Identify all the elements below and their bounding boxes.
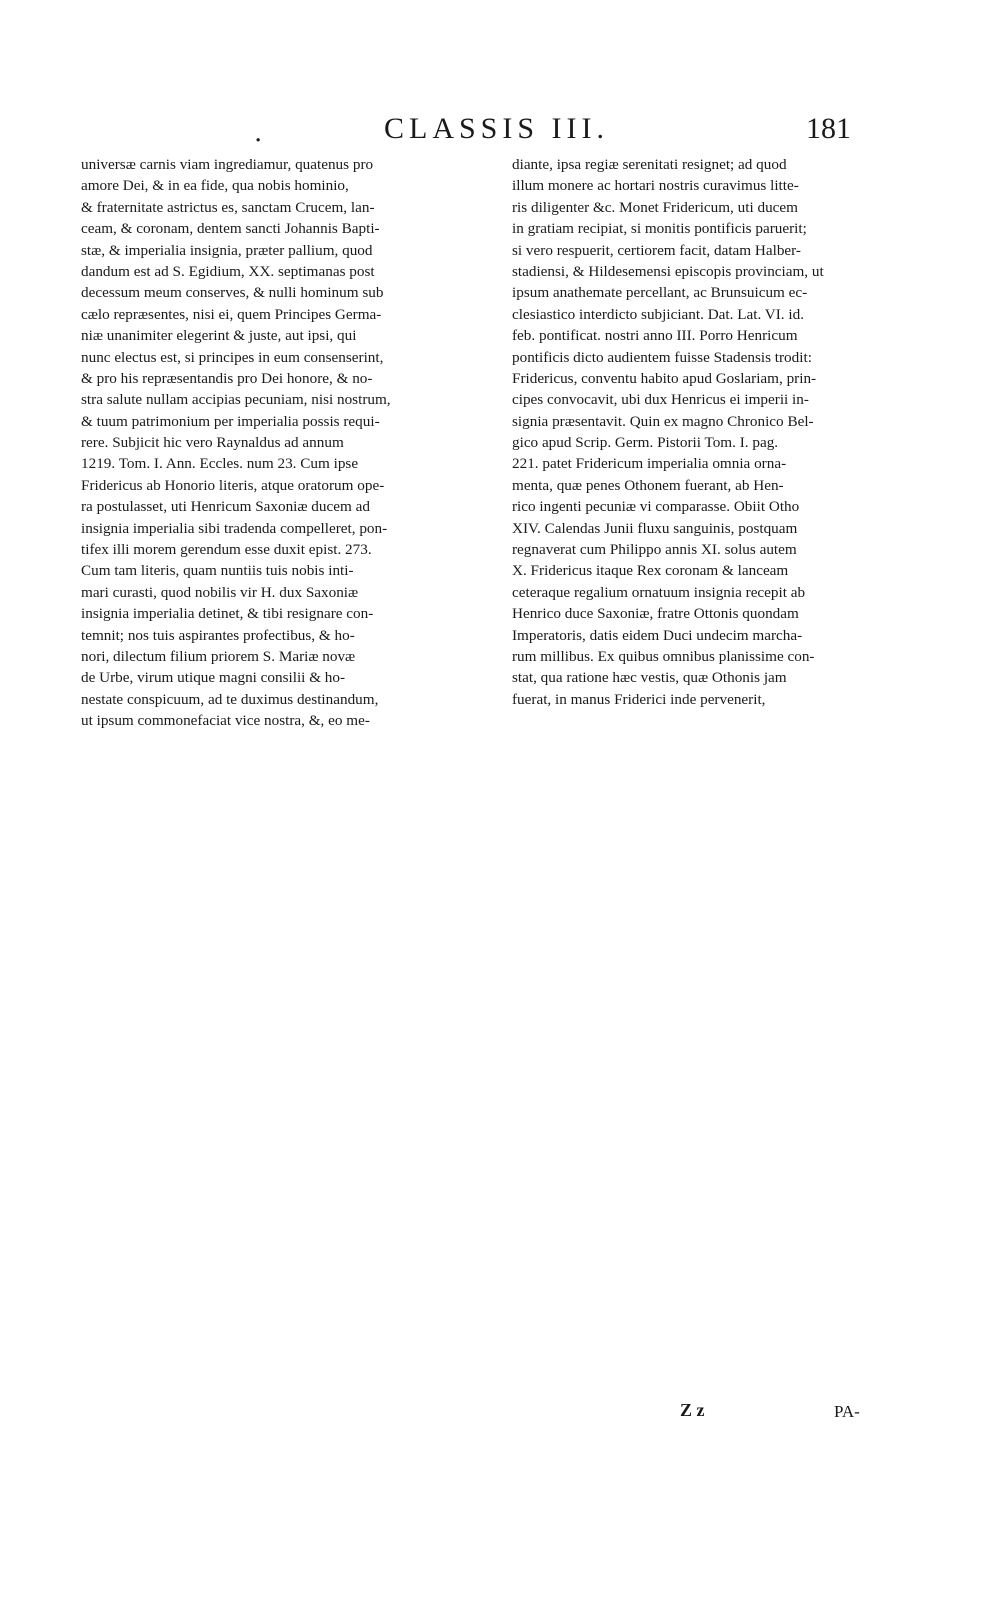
- text-line: insignia imperialia sibi tradenda compelleret, pon-: [81, 519, 388, 537]
- text-line: 221. patet Fridericum imperialia omnia orna-: [512, 455, 787, 473]
- catchword: PA-: [834, 1402, 860, 1421]
- text-line: stadiensi, & Hildesemensi episcopis provinciam, ut: [512, 262, 824, 280]
- text-line: Imperatoris, datis eidem Duci undecim marcha-: [512, 626, 803, 644]
- text-line: X. Fridericus itaque Rex coronam & lanceam: [512, 562, 789, 580]
- page-number: 181: [806, 112, 851, 145]
- text-line: de Urbe, virum utique magni consilii & ho-: [81, 669, 346, 687]
- text-line: clesiastico interdicto subjiciant. Dat. Lat. VI. id.: [512, 305, 805, 323]
- text-line: stat, qua ratione hæc vestis, quæ Othonis jam: [512, 669, 787, 687]
- text-line: gico apud Scrip. Germ. Pistorii Tom. I. pag.: [512, 434, 779, 452]
- text-line: ceteraque regalium ornatuum insignia recepit ab: [512, 583, 806, 601]
- header-dot: .: [254, 118, 263, 148]
- text-line: ceam, & coronam, dentem sancti Johannis Bapti-: [81, 220, 380, 238]
- text-line: in gratiam recipiat, si monitis pontificis paruerit;: [512, 220, 807, 238]
- text-line: & tuum patrimonium per imperialia possis requi-: [81, 412, 380, 430]
- signature-mark: Z z: [680, 1400, 705, 1420]
- text-line: Henrico duce Saxoniæ, fratre Ottonis quondam: [512, 605, 799, 623]
- text-line: Fridericus ab Honorio literis, atque oratorum ope-: [81, 476, 385, 494]
- text-line: nori, dilectum filium priorem S. Mariæ novæ: [81, 647, 356, 665]
- text-line: Cum tam literis, quam nuntiis tuis nobis inti-: [81, 562, 354, 580]
- text-line: feb. pontificat. nostri anno III. Porro Henricum: [512, 327, 798, 345]
- text-line: rere. Subjicit hic vero Raynaldus ad annum: [81, 434, 344, 452]
- text-line: mari curasti, quod nobilis vir H. dux Saxoniæ: [81, 583, 359, 601]
- text-line: & pro his repræsentandis pro Dei honore, & no-: [81, 369, 373, 387]
- page-header: [0, 112, 1000, 156]
- text-line: decessum meum conserves, & nulli hominum sub: [81, 284, 384, 302]
- text-line: diante, ipsa regiæ serenitati resignet; ad quod: [512, 156, 787, 173]
- text-line: cælo repræsentes, nisi ei, quem Principes Germa-: [81, 305, 382, 323]
- text-line: Fridericus, conventu habito apud Goslariam, prin-: [512, 369, 817, 387]
- text-line: rico ingenti pecuniæ vi comparasse. Obiit Otho: [512, 498, 800, 516]
- running-title: CLASSIS III.: [384, 112, 610, 145]
- text-line: nunc electus est, si principes in eum consenserint,: [81, 348, 384, 366]
- text-line: stra salute nullam accipias pecuniam, nisi nostrum,: [81, 391, 391, 409]
- text-line: fuerat, in manus Friderici inde pervenerit,: [512, 690, 766, 708]
- text-line: temnit; nos tuis aspirantes profectibus, & ho-: [81, 626, 355, 644]
- text-line: universæ carnis viam ingrediamur, quatenus pro: [81, 156, 374, 173]
- text-line: rum millibus. Ex quibus omnibus planissime con-: [512, 647, 815, 665]
- text-line: regnaverat cum Philippo annis XI. solus autem: [512, 541, 797, 559]
- right-text-column: [512, 154, 894, 710]
- text-line: XIV. Calendas Junii fluxu sanguinis, postquam: [512, 519, 798, 537]
- text-line: tifex illi morem gerendum esse duxit epist. 273.: [81, 541, 372, 559]
- text-line: cipes convocavit, ubi dux Henricus ei imperii in-: [512, 391, 809, 409]
- text-line: ra postulasset, uti Henricum Saxoniæ ducem ad: [81, 498, 370, 516]
- text-line: amore Dei, & in ea fide, qua nobis hominio,: [81, 177, 349, 195]
- text-line: ris diligenter &c. Monet Fridericum, uti ducem: [512, 198, 798, 216]
- text-line: dandum est ad S. Egidium, XX. septimanas post: [81, 262, 375, 280]
- text-line: ut ipsum commonefaciat vice nostra, &, eo me-: [81, 712, 370, 730]
- text-line: niæ unanimiter elegerint & juste, aut ipsi, qui: [81, 327, 357, 345]
- text-line: menta, quæ penes Othonem fuerant, ab Hen-: [512, 476, 784, 494]
- text-line: nestate conspicuum, ad te duximus destinandum,: [81, 690, 379, 708]
- text-line: si vero respuerit, certiorem facit, datam Halber-: [512, 241, 801, 259]
- text-line: 1219. Tom. I. Ann. Eccles. num 23. Cum ipse: [81, 455, 359, 473]
- text-line: & fraternitate astrictus es, sanctam Crucem, lan-: [81, 198, 375, 216]
- text-line: stæ, & imperialia insignia, præter pallium, quod: [81, 241, 373, 259]
- text-line: signia præsentavit. Quin ex magno Chronico Bel-: [512, 412, 814, 430]
- text-line: pontificis dicto audientem fuisse Stadensis trodit:: [512, 348, 812, 366]
- text-line: illum monere ac hortari nostris curavimus litte-: [512, 177, 799, 195]
- text-line: insignia imperialia detinet, & tibi resignare con-: [81, 605, 374, 623]
- left-text-column: [81, 154, 463, 732]
- text-line: ipsum anathemate percellant, ac Brunsuicum ec-: [512, 284, 808, 302]
